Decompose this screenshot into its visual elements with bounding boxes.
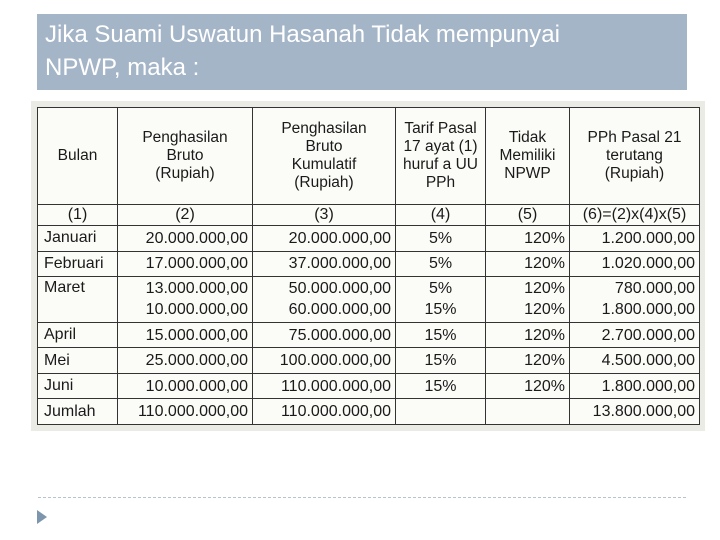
table-row <box>38 399 700 425</box>
header-line: Penghasilan <box>281 120 367 137</box>
cell-bruto <box>118 373 253 399</box>
cell-pph <box>570 226 700 252</box>
column-number: (6)=(2)x(4)x(5) <box>570 205 700 226</box>
header-line: NPWP <box>504 165 551 182</box>
slide-title <box>37 14 687 90</box>
cell-bulan: Januari <box>38 226 118 252</box>
cell-value: 37.000.000,00 <box>288 255 391 273</box>
cell-bulan: Februari <box>38 251 118 277</box>
cell-kumulatif <box>253 277 396 323</box>
cell-value: 15.000.000,00 <box>145 326 248 344</box>
header-line: Memiliki <box>499 147 556 164</box>
table-row <box>38 251 700 277</box>
cell-value: 120% <box>524 280 565 298</box>
cell-value: 20.000.000,00 <box>288 229 391 247</box>
cell-bruto <box>118 322 253 348</box>
column-number: (1) <box>38 205 118 226</box>
cell-value: 50.000.000,00 <box>288 280 391 298</box>
cell-npwp <box>486 226 570 252</box>
slide-title-line-1: Jika Suami Uswatun Hasanah Tidak mempunyai <box>45 21 560 48</box>
cell-pph <box>570 399 700 425</box>
cell-value: 10.000.000,00 <box>145 301 248 319</box>
cell-value: 15% <box>424 301 457 319</box>
header-line: (Rupiah) <box>155 165 215 182</box>
cell-pph <box>570 373 700 399</box>
header-line: Tidak <box>508 129 547 146</box>
cell-tarif <box>396 373 486 399</box>
cell-tarif <box>396 322 486 348</box>
table-row <box>38 322 700 348</box>
cell-bruto <box>118 399 253 425</box>
cell-npwp <box>486 251 570 277</box>
column-number: (2) <box>118 205 253 226</box>
cell-bulan: Mei <box>38 348 118 374</box>
cell-value: 120% <box>524 352 565 370</box>
cell-value: 10.000.000,00 <box>145 377 248 395</box>
cell-value: 5% <box>428 255 453 273</box>
cell-value: 120% <box>524 255 565 273</box>
header-line: (Rupiah) <box>604 165 665 182</box>
cell-kumulatif <box>253 399 396 425</box>
cell-bulan: April <box>38 322 118 348</box>
cell-value: 4.500.000,00 <box>601 352 695 370</box>
header-line: PPh Pasal 21 <box>587 129 682 146</box>
cell-value: 15% <box>424 326 457 344</box>
cell-value: 120% <box>524 229 565 247</box>
slide-title-line-2: NPWP, maka : <box>45 54 200 81</box>
table-row <box>38 277 700 323</box>
cell-value: 120% <box>524 326 565 344</box>
cell-value: 780.000,00 <box>614 280 695 298</box>
cell-value: 1.020.000,00 <box>601 255 695 273</box>
column-number: (5) <box>486 205 570 226</box>
cell-bruto <box>118 348 253 374</box>
cell-value: 2.700.000,00 <box>601 326 695 344</box>
table-row <box>38 348 700 374</box>
cell-value: 75.000.000,00 <box>288 326 391 344</box>
cell-value: 1.200.000,00 <box>601 229 695 247</box>
cell-value: 17.000.000,00 <box>145 255 248 273</box>
cell-kumulatif <box>253 251 396 277</box>
cell-bruto <box>118 277 253 323</box>
cell-npwp <box>486 399 570 425</box>
header-line: Bruto <box>305 138 343 155</box>
footer-divider <box>38 497 686 498</box>
header-pph-terutang <box>570 108 700 205</box>
header-line: Bruto <box>166 147 204 164</box>
cell-value: 5% <box>428 280 453 298</box>
cell-pph <box>570 251 700 277</box>
cell-kumulatif <box>253 373 396 399</box>
header-penghasilan-bruto <box>118 108 253 205</box>
cell-tarif <box>396 226 486 252</box>
cell-value: 20.000.000,00 <box>145 229 248 247</box>
table-row <box>38 226 700 252</box>
header-line: PPh <box>425 174 456 191</box>
cell-npwp <box>486 277 570 323</box>
cell-value: 120% <box>524 377 565 395</box>
cell-tarif <box>396 277 486 323</box>
cell-kumulatif <box>253 226 396 252</box>
table-header-row <box>38 108 700 205</box>
column-number: (4) <box>396 205 486 226</box>
cell-value: 15% <box>424 377 457 395</box>
cell-value: 25.000.000,00 <box>145 352 248 370</box>
cell-bruto <box>118 226 253 252</box>
header-line: Penghasilan <box>142 129 228 146</box>
cell-npwp <box>486 322 570 348</box>
header-line: (Rupiah) <box>294 174 354 191</box>
header-line: terutang <box>606 147 663 164</box>
cell-bulan: Maret <box>38 277 118 323</box>
pph-table <box>37 107 700 425</box>
cell-tarif <box>396 251 486 277</box>
cell-value: 100.000.000,00 <box>279 352 391 370</box>
cell-value: 120% <box>524 301 565 319</box>
cell-value: 1.800.000,00 <box>601 301 695 319</box>
cell-value: 1.800.000,00 <box>601 377 695 395</box>
cell-value: 15% <box>424 352 457 370</box>
table-row <box>38 373 700 399</box>
cell-npwp <box>486 373 570 399</box>
column-number: (3) <box>253 205 396 226</box>
cell-kumulatif <box>253 348 396 374</box>
cell-value: 60.000.000,00 <box>288 301 391 319</box>
cell-value: 110.000.000,00 <box>280 377 391 395</box>
cell-value: 13.800.000,00 <box>592 403 695 421</box>
cell-value: 110.000.000,00 <box>137 403 248 421</box>
cell-tarif <box>396 348 486 374</box>
header-line: huruf a UU <box>403 156 478 173</box>
header-tarif <box>396 108 486 205</box>
triangle-bullet-icon <box>37 510 47 524</box>
header-npwp <box>486 108 570 205</box>
table-body <box>38 226 700 425</box>
cell-bruto <box>118 251 253 277</box>
cell-pph <box>570 277 700 323</box>
cell-pph <box>570 348 700 374</box>
cell-value: 110.000.000,00 <box>280 403 391 421</box>
cell-value: 5% <box>428 229 453 247</box>
table-column-number-row <box>38 205 700 226</box>
header-bruto-kumulatif <box>253 108 396 205</box>
header-line: Bulan <box>57 147 98 164</box>
cell-bulan: Juni <box>38 373 118 399</box>
header-line: Kumulatif <box>291 156 357 173</box>
cell-bulan: Jumlah <box>38 399 118 425</box>
table-image-frame <box>31 101 705 431</box>
cell-value: 13.000.000,00 <box>145 280 248 298</box>
cell-kumulatif <box>253 322 396 348</box>
cell-npwp <box>486 348 570 374</box>
header-line: Tarif Pasal <box>404 120 477 137</box>
header-bulan <box>38 108 118 205</box>
header-line: 17 ayat (1) <box>403 138 478 155</box>
cell-tarif <box>396 399 486 425</box>
cell-pph <box>570 322 700 348</box>
